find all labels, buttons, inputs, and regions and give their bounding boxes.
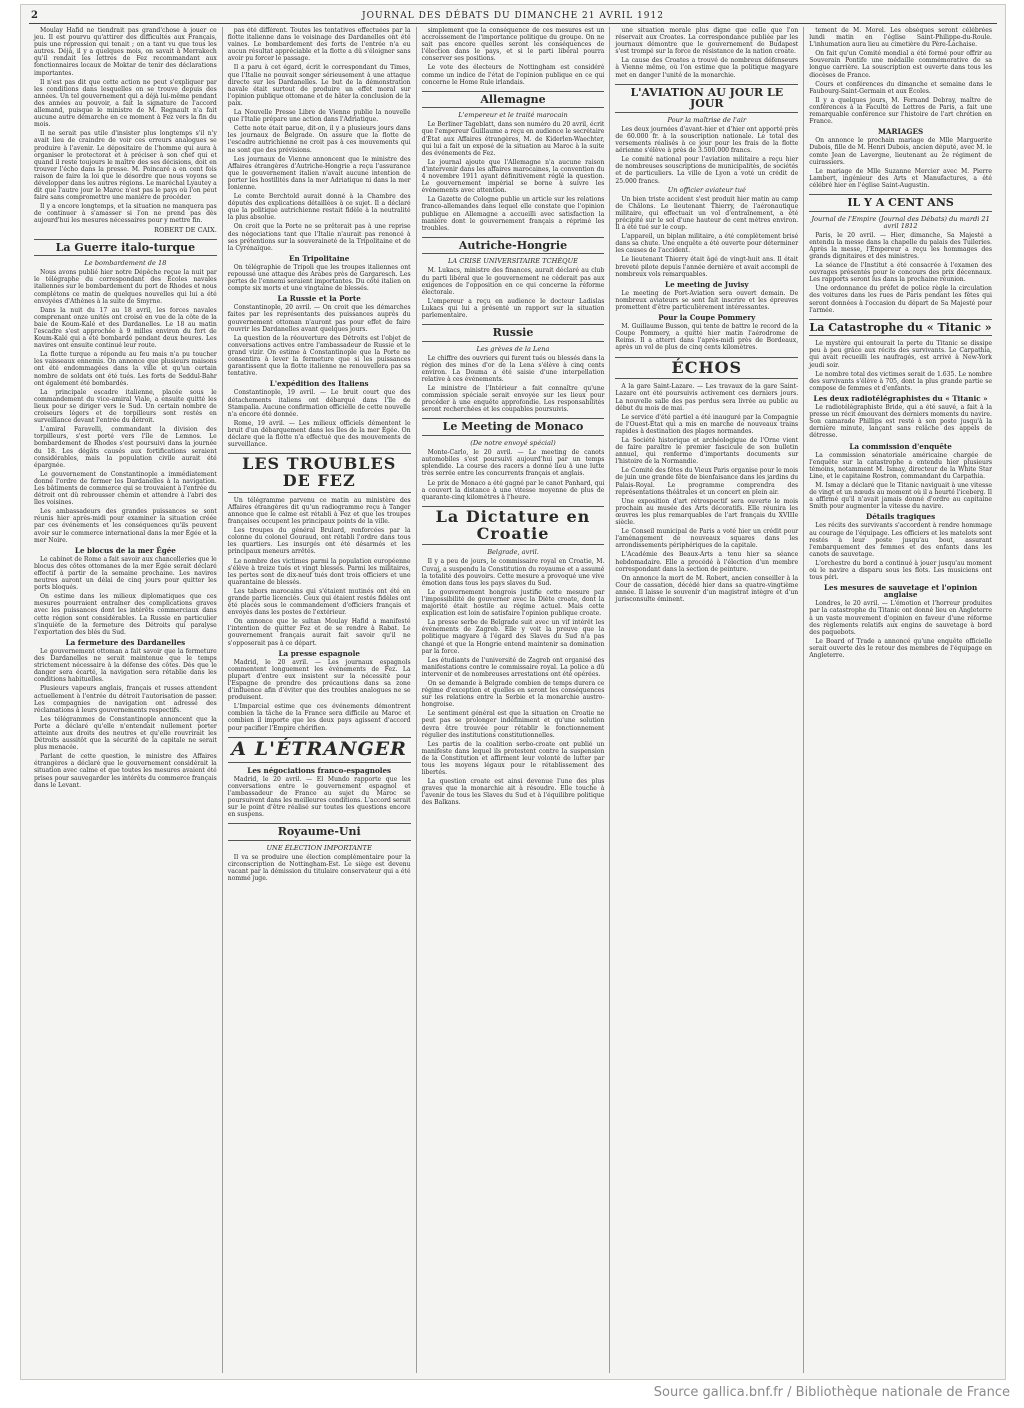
paragraph: La flotte turque a répondu au feu mais n'a pu toucher les vaisseaux ennemis. On annonce que plusieurs maisons ont été endommagées dans la ville et qu'un certain nombre de soldats ont été tués. Les forts de Seddul-Bahr ont également été bombardés. (34, 351, 217, 387)
section-heading: A L'ÉTRANGER (228, 737, 411, 763)
paragraph: Les troupes du général Brulard, renforcées par la colonne du colonel Gouraud, ont rétabli l'ordre dans tous les quartiers. Les insurgés ont été désarmés et les principaux meneurs arrêtés. (227, 527, 411, 556)
paragraph: L'orchestre du bord a continué à jouer jusqu'au moment où le navire a disparu sous les flots. Les musiciens ont tous péri. (809, 559, 992, 582)
paragraph: Parlant de cette question, le ministre des Affaires étrangères a déclaré que le gouvernement considérait la situation avec calme et que toutes les mesures avaient été prises pour sauvegarder les intérêts du commerce français dans le Levant. (34, 753, 217, 789)
section-heading: LES TROUBLES DE FEZ (228, 453, 411, 493)
paragraph: Le comte Berchtold aurait donné à la Chambre des députés des explications détaillées à ce sujet. Il a déclaré que la politique autrichienne restait fidèle à la neutralité la plus absolue. (227, 193, 411, 222)
section-heading: ÉCHOS (615, 357, 798, 380)
paragraph: L'empereur a reçu en audience le docteur Ladislas Lukacs qui lui a présenté un rapport sur la situation parlementaire. (421, 297, 605, 319)
subheading: En Tripolitaine (289, 253, 350, 263)
subtitle: L'empereur et le traité marocain (458, 111, 568, 120)
paragraph: Constantinople, 20 avril. — On croit que les démarches faites par les représentants des puissances auprès du gouvernement ottoman n'auront pas pour effet de faire rouvrir les Dardanelles avant quelques jours. (227, 304, 411, 333)
paragraph: La presse serbe de Belgrade suit avec un vif intérêt les événements de Zagreb. Elle y voit la preuve que la politique magyare à l'égard des Slaves du Sud n'a pas changé et que la Hongrie entend maintenir sa domination par la force. (421, 619, 605, 655)
paragraph: Le journal ajoute que l'Allemagne n'a aucune raison d'intervenir dans les affaires marocaines, la convention du 4 novembre 1911 ayant définitivement réglé la question. Le gouvernement impérial se borne à suivre les événements avec attention. (421, 158, 605, 195)
paragraph: Il y a peu de jours, le commissaire royal en Croatie, M. Cuvaj, a suspendu la Constitution du royaume et a assumé la totalité des pouvoirs. Cette mesure a provoqué une vive émotion dans tous les pays slaves du Sud. (421, 558, 605, 587)
paragraph: Le chiffre des ouvriers qui furent tués ou blessés dans la région des mines d'or de la Lena s'élève à cinq cents environ. La Douma a été saisie d'une interpellation relative à ces événements. (421, 354, 605, 384)
section-heading: Royaume-Uni (228, 823, 411, 841)
paragraph: Le vote des électeurs de Nottingham est considéré comme un indice de l'état de l'opinion publique en ce qui concerne le Home Rule irlandais. (421, 64, 605, 86)
paragraph: Le gouvernement ottoman a fait savoir que la fermeture des Dardanelles ne serait maintenue que le temps strictement nécessaire à la défense des côtes. Dès que le danger sera écarté, la navigation sera rétablie dans les conditions habituelles. (34, 647, 217, 684)
paragraph: La Gazette de Cologne publie un article sur les relations franco-allemandes dans lequel elle constate que l'opinion publique en Allemagne a accueilli avec satisfaction la manière dont le gouvernement français a réprimé les troubles. (421, 196, 605, 232)
paragraph: Il va se produire une élection complémentaire pour la circonscription de Nottingham-Est. Le siège est devenu vacant par la démission du titulaire conservateur qui a été nommé juge. (227, 853, 411, 883)
subheading: Pour la Coupe Pommery (658, 313, 756, 323)
masthead (29, 9, 997, 24)
section-heading: L'AVIATION AU JOUR LE JOUR (615, 84, 798, 113)
paragraph: La commission sénatoriale américaine chargée de l'enquête sur la catastrophe a entendu hier plusieurs témoins, notamment M. Ismay, directeur de la White Star Line, et le capitaine Rostron, commandant du Carpathia. (809, 451, 992, 480)
paragraph: tement de M. Morel. Les obsèques seront célébrées lundi matin en l'église Saint-Philippe-du-Roule. L'inhumation aura lieu au cimetière du Père-Lachaise. (809, 27, 992, 49)
paragraph: Le mariage de Mlle Suzanne Mercier avec M. Pierre Lambert, ingénieur des Arts et Manufactures, a été célébré hier en l'église Saint-Augustin. (809, 167, 992, 189)
subtitle: (De notre envoyé spécial) (470, 439, 556, 448)
subheading: L'expédition des Italiens (269, 379, 369, 389)
paragraph: La Société historique et archéologique de l'Orne vient de faire paraître le premier fascicule de son bulletin annuel, qui renferme d'importants documents sur l'histoire de la Normandie. (615, 437, 799, 466)
paragraph: La cause des Croates a trouvé de nombreux défenseurs à Vienne même, où l'on estime que la politique magyare met en danger l'unité de la monarchie. (615, 57, 799, 79)
subtitle: Un officier aviateur tué (667, 185, 746, 194)
subheading: Les deux radiotélégraphistes du « Titanic » (813, 393, 988, 403)
paragraph: On annonce le prochain mariage de Mlle Marguerite Dubois, fille de M. Henri Dubois, ancien député, avec M. le comte Jean de Lavergne, lieutenant au 2e régiment de cuirassiers. (809, 137, 992, 166)
subtitle: Les grèves de la Lena (476, 344, 550, 353)
paragraph: Londres, le 20 avril. — L'émotion et l'horreur produites par la catastrophe du Titanic ont donné lieu en Angleterre à un vaste mouvement d'opinion en faveur d'une réforme des règlements relatifs aux engins de sauvetage à bord des paquebots. (809, 600, 992, 636)
paragraph: Le service d'été partiel a été inauguré par la Compagnie de l'Ouest-État qui a mis en marche de nouveaux trains rapides à destination des plages normandes. (615, 413, 799, 435)
section-heading: Russie (422, 324, 605, 342)
paragraph: L'Imparcial estime que ces événements démontrent combien la tâche de la France sera difficile au Maroc et combien il importe que les deux pays agissent d'accord pour pacifier l'Empire chérifien. (227, 703, 411, 732)
paragraph: Les partis de la coalition serbo-croate ont publié un manifeste dans lequel ils protestent contre la suspension de la Constitution et affirment leur volonté de lutter par tous les moyens légaux pour le rétablissement des libertés. (421, 740, 605, 777)
paragraph: La principale escadre italienne, placée sous le commandement du vice-amiral Viale, a ensuite quitté les lieux pour se diriger vers le Sud. Un certain nombre de croiseurs légers et de torpilleurs sont restés en surveillance devant l'entrée du détroit. (34, 388, 217, 425)
paragraph: Le mystère qui entourait la perte du Titanic se dissipe peu à peu grâce aux récits des survivants. Le Carpathia, qui avait recueilli les naufragés, est arrivé à New-York jeudi soir. (809, 340, 992, 369)
subheading: Le meeting de Juvisy (665, 279, 749, 289)
paragraph: pas été différent. Toutes les tentatives effectuées par la flotte italienne dans le voisinage des Dardanelles ont été vaines. Le bombardement des forts de l'entrée n'a eu aucun résultat appréciable et la flotte a dû s'éloigner sans avoir pu forcer le passage. (227, 27, 411, 63)
signature: ROBERT DE CAIX. (154, 225, 217, 234)
paragraph: Le gouvernement hongrois justifie cette mesure par l'impossibilité de gouverner avec la Diète croate, dont la majorité était hostile au régime actuel. Mais cette explication est loin de satisfaire l'opinion publique croate. (421, 588, 605, 618)
paragraph: Le Conseil municipal de Paris a voté hier un crédit pour l'aménagement de nouveaux squares dans les arrondissements périphériques de la capitale. (615, 528, 799, 550)
newspaper-page (20, 4, 1006, 1380)
paragraph: Le nombre total des victimes serait de 1.635. Le nombre des survivants s'élève à 705, dont la plus grande partie se compose de femmes et d'enfants. (809, 370, 992, 392)
source-credit: Source gallica.bnf.fr / Bibliothèque nationale de France (653, 1385, 1010, 1400)
section-heading: Allemagne (422, 91, 605, 109)
paragraph: M. Lukacs, ministre des finances, aurait déclaré au club du parti libéral que le gouvernement ne céderait pas aux exigences de l'opposition en ce qui concerne la réforme électorale. (421, 267, 605, 296)
paragraph: A la gare Saint-Lazare. — Les travaux de la gare Saint-Lazare ont été poursuivis activement ces derniers jours. La nouvelle salle des pas perdus sera livrée au public au début du mois de mai. (615, 383, 799, 412)
paragraph: La Nouvelle Presse Libre de Vienne publie la nouvelle que l'Italie prépare une action dans l'Adriatique. (227, 109, 411, 124)
paragraph: L'appareil, un biplan militaire, a été complètement brisé dans sa chute. Une enquête a été ouverte pour déterminer les causes de l'accident. (615, 233, 799, 255)
section-heading: La Guerre italo-turque (34, 239, 217, 257)
paragraph: Le comité national pour l'aviation militaire a reçu hier de nombreuses souscriptions de municipalités, de sociétés et de particuliers. La ville de Lyon a voté un crédit de 25.000 francs. (615, 156, 799, 185)
paragraph: Il a paru à cet égard, écrit le correspondant du Times, que l'Italie ne pouvait songer sérieusement à une attaque directe sur les Dardanelles. Le but de la démonstration navale était surtout de produire un effet moral sur l'opinion publique ottomane et de hâter la conclusion de la paix. (227, 64, 411, 107)
paragraph: Un télégramme parvenu ce matin au ministère des Affaires étrangères dit qu'un radiogramme reçu à Tanger annonce que le calme est rétabli à Fez et que les troupes françaises occupent les principaux points de la ville. (227, 496, 411, 526)
paragraph: Le radiotélégraphiste Bride, qui a été sauvé, a fait à la presse un récit émouvant des derniers moments du navire. Son camarade Phillips est resté à son poste jusqu'à la dernière minute, lançant sans relâche des appels de détresse. (809, 404, 992, 440)
paragraph: L'amiral Faravelli, commandant la division des torpilleurs, s'est porté vers l'île de Lemnos. Le bombardement de Rhodes s'est poursuivi dans la journée du 18. Les dégâts causés aux fortifications seraient considérables, mais la population civile aurait été épargnée. (34, 426, 217, 469)
paragraph: Constantinople, 19 avril. — Le bruit court que des détachements italiens ont débarqué dans l'île de Stampalia. Aucune confirmation officielle de cette nouvelle n'a encore été donnée. (227, 389, 411, 418)
subtitle: Journal de l'Empire (Journal des Débats) du mardi 21 avril 1812 (811, 214, 990, 230)
paragraph: Les étudiants de l'université de Zagreb ont organisé des manifestations contre le commissaire royal. La police a dû intervenir et de nombreuses arrestations ont été opérées. (421, 656, 605, 678)
paragraph: On télégraphie de Tripoli que les troupes italiennes ont repoussé une attaque des Arabes près de Gargaresch. Les pertes de l'ennemi seraient importantes. Du côté italien on compte six morts et une vingtaine de blessés. (227, 263, 411, 293)
subtitle: Le bombardement de 18 (84, 259, 167, 268)
paragraph: Il y a encore longtemps, et la situation ne manquera pas de continuer à s'amasser si l'on ne prend pas dès aujourd'hui les mesures nécessaires pour y mettre fin. (34, 203, 217, 225)
paragraph: Une ordonnance du préfet de police règle la circulation des voitures dans les rues de Paris pendant les fêtes qui seront données à l'occasion du départ de Sa Majesté pour l'armée. (809, 285, 992, 314)
paragraph: simplement que la conséquence de ces mesures est un accroissement de l'importance politique du groupe. On ne sait pas encore quelles seront les conséquences de l'élection dans le pays, et si le parti libéral pourra conserver ses positions. (421, 27, 605, 63)
paragraph: une situation morale plus digne que celle que l'on réservait aux Croates. La correspondance publiée par les journaux démontre que le gouvernement de Budapest s'est trompé sur la force de résistance de la nation croate. (615, 27, 799, 56)
paragraph: Le Board of Trade a annoncé qu'une enquête officielle serait ouverte dès le retour des membres de l'équipage en Angleterre. (809, 637, 992, 660)
paragraph: M. Guillaume Busson, qui tente de battre le record de la Coupe Pommery, a quitté hier matin l'aérodrome de Reims. Il a atterri dans l'après-midi près de Bordeaux, après un vol de plus de cinq cents kilomètres. (615, 323, 799, 352)
paragraph: Les récits des survivants s'accordent à rendre hommage au courage de l'équipage. Les officiers et les matelots sont restés à leur poste jusqu'au bout, assurant l'embarquement des femmes et des enfants dans les canots de sauvetage. (809, 522, 992, 558)
paragraph: Nous avons publié hier notre Dépêche reçue la nuit par le télégraphe du correspondant des Écoles navales italiennes sur le bombardement du port de Rhodes et nous complétons ce matin de quelques nouvelles qui lui a été envoyées d'Athènes à la suite de Smyrne. (34, 269, 217, 305)
paragraph: Le sentiment général est que la situation en Croatie ne peut pas se prolonger indéfiniment et qu'une solution devra être trouvée pour rétablir le fonctionnement régulier des institutions constitutionnelles. (421, 710, 605, 739)
subheading: Le blocus de la mer Égée (74, 545, 176, 555)
paragraph: Le ministre de l'Intérieur a fait connaître qu'une commission spéciale serait envoyée sur les lieux pour procéder à une enquête approfondie. Les responsabilités seront recherchées et les coupables poursuivis. (421, 385, 605, 414)
paragraph: Le prix de Monaco a été gagné par le canot Panhard, qui a couvert la distance à une vitesse moyenne de plus de quarante-cinq kilomètres à l'heure. (421, 479, 605, 501)
paragraph: Le cabinet de Rome a fait savoir aux chancelleries que le blocus des côtes ottomanes de la mer Égée serait déclaré effectif à partir de la semaine prochaine. Les navires neutres auront un délai de cinq jours pour quitter les ports bloqués. (34, 555, 217, 592)
paragraph: Le Comité des fêtes du Vieux Paris organise pour le mois de juin une grande fête de bienfaisance dans les jardins du Palais-Royal. Le programme comprendra des représentations théâtrales et un concert en plein air. (615, 467, 799, 496)
paragraph: On annonce la mort de M. Robert, ancien conseiller à la Cour de cassation, décédé hier dans sa quatre-vingtième année. Il laisse le souvenir d'un magistrat intègre et d'un jurisconsulte éminent. (615, 574, 799, 603)
subheading: La presse espagnole (278, 648, 360, 658)
paragraph: Monte-Carlo, le 20 avril. — Le meeting de canots automobiles s'est poursuivi aujourd'hui par un temps splendide. La course des racers a donné lieu à une lutte très serrée entre les concurrents français et anglais. (421, 449, 605, 478)
section-heading: Autriche-Hongrie (422, 237, 605, 255)
paragraph: La séance de l'Institut a été consacrée à l'examen des ouvrages présentés pour le concours des prix décennaux. Les rapports seront lus dans la prochaine réunion. (809, 262, 992, 284)
section-heading: La Catastrophe du « Titanic » (809, 319, 992, 337)
paragraph: Un bien triste accident s'est produit hier matin au camp de Châlons. Le lieutenant Thierry, de l'aéronautique militaire, qui effectuait un vol d'entraînement, a été précipité sur le sol d'une hauteur de cent mètres environ. Il a été tué sur le coup. (615, 195, 799, 232)
paragraph: Il y a quelques jours, M. Fernand Debray, maître de conférences à la Faculté de Lettres de Paris, a fait une remarquable conférence sur l'histoire de l'art chrétien en France. (809, 96, 992, 126)
paragraph: Moulay Hafid ne tiendrait pas grand'chose à jouer ce jeu. Il est pourvu qu'attirer des difficultés aux Français, puis une répression qui tenait ; on a tant vu que tous les autres. Déjà, il y a quelques mois, on savait à Merrakech qu'il rendait les lettres de Fez recommandant aux fonctionnaires locaux de Moktar de tenir des déclarations importantes. (34, 27, 217, 77)
paragraph: Il ne serait pas utile d'insister plus longtemps s'il n'y avait lieu de craindre de voir ces erreurs analogues se produire à l'avenir. Le dépositaire de l'homme qui aura à organiser le protectorat et à préciser à son chef qui et quand il reste toujours le maître des ses décisions, doit en trouver l'écho dans la presse. M. Poincaré a en cent fois raison de faire la loi que le désordre que nous voyons se développer dans les autres régions. Le maréchal Lyautey a dit que l'autre jour le Maroc n'est pas le pays où l'on peut faire sans compromettre une manière de procéder. (34, 130, 217, 202)
subheading: La fermeture des Dardanelles (65, 637, 186, 647)
subtitle: Pour la maîtrise de l'air (667, 115, 747, 124)
column-2 (223, 27, 417, 1373)
subheading: La Russie et la Porte (277, 294, 361, 304)
paragraph: Madrid, le 20 avril. — Les journaux espagnols commentent longuement les événements de Fez. La plupart d'entre eux insistent sur la nécessité pour l'Espagne de prendre des précautions dans sa zone d'influence afin d'éviter que des troubles analogues ne se produisent. (227, 658, 411, 702)
paragraph: Rome, 19 avril. — Les milieux officiels démentent le bruit d'un débarquement dans les îles de la mer Égée. On déclare que la flotte n'a effectué que des mouvements de surveillance. (227, 419, 411, 449)
paragraph: On se demande à Belgrade combien de temps durera ce régime d'exception et quelles en seront les conséquences sur les relations entre la Serbie et la monarchie austro-hongroise. (421, 679, 605, 709)
paragraph: Le Berliner Tageblatt, dans son numéro du 20 avril, écrit que l'empereur Guillaume a reçu en audience le secrétaire d'État aux Affaires étrangères, M. de Kiderlen-Waechter, qui lui a fait un exposé de la situation au Maroc à la suite des événements de Fez. (421, 121, 605, 157)
subheading: Les mesures de sauvetage et l'opinion anglaise (823, 583, 978, 600)
paragraph: Plusieurs vapeurs anglais, français et russes attendent actuellement à l'entrée du détroit l'autorisation de passer. Les compagnies de navigation ont adressé des réclamations à leurs gouvernements respectifs. (34, 685, 217, 714)
article-columns (29, 27, 997, 1373)
subheading: Les négociations franco-espagnoles (247, 765, 392, 775)
paragraph: L'Académie des Beaux-Arts a tenu hier sa séance hebdomadaire. Elle a procédé à l'élection d'un membre correspondant dans la section de peinture. (615, 551, 799, 573)
paragraph: Les tabors marocains qui s'étaient mutinés ont été en grande partie licenciés. Ceux qui étaient restés fidèles ont été placés sous le commandement d'officiers français et envoyés dans les postes de l'extérieur. (227, 587, 411, 617)
section-heading: IL Y A CENT ANS (809, 194, 992, 212)
paragraph: Les deux journées d'avant-hier et d'hier ont apporté près de 60.000 fr. à la souscription nationale. Le total des versements réalisés à ce jour pour les frais de la flotte aérienne s'élève à près de 3.500.000 francs. (615, 125, 799, 155)
paragraph: M. Ismay a déclaré que le Titanic naviguait à une vitesse de vingt et un nœuds au moment où il a heurté l'iceberg. Il a affirmé qu'il n'avait jamais donné d'ordre au capitaine Smith pour augmenter la vitesse du navire. (809, 481, 992, 511)
subtitle: UNE ÉLECTION IMPORTANTE (266, 843, 372, 852)
subheading: MARIAGES (877, 127, 924, 137)
paragraph: La question croate est ainsi devenue l'une des plus graves que la monarchie ait à résoudre. Elle touche à l'avenir de tous les Slaves du Sud et à l'équilibre politique des Balkans. (421, 778, 605, 807)
subtitle: LA CRISE UNIVERSITAIRE TCHÈQUE (448, 257, 578, 266)
subtitle: Belgrade, avril. (487, 548, 539, 557)
paragraph: On annonce que le sultan Moulay Hafid a manifesté l'intention de quitter Fez et de se rendre à Rabat. Le gouvernement français aurait fait savoir qu'il ne s'opposerait pas à ce départ. (227, 618, 411, 647)
column-3 (417, 27, 611, 1373)
paragraph: Il n'est pas dit que cette action ne peut s'expliquer par les conditions dans lesquelles on se trouve depuis des années. Un tel gouvernement qui a déjà lui-même pendant des années au pouvoir, a fait la signature de l'accord allemand, puisque le ministre de M. Regnault n'a fait aucune autre démarche en ce moment à Fez vers la fin du mois. (34, 78, 217, 129)
paragraph: Les télégrammes de Constantinople annoncent que la Porte a déclaré qu'elle n'entendait nullement porter atteinte aux droits des neutres et qu'elle rouvrirait les Détroits aussitôt que la sécurité de la capitale ne serait plus menacée. (34, 715, 217, 752)
subheading: La commission d'enquête (849, 441, 952, 451)
paragraph: Paris, le 20 avril. — Hier, dimanche, Sa Majesté a entendu la messe dans la chapelle du palais des Tuileries. Après la messe, l'Empereur a reçu les hommages des grands dignitaires et des ministres. (809, 231, 992, 260)
paragraph: Le nombre des victimes parmi la population européenne s'élève à treize tués et vingt blessés. Parmi les militaires, les pertes sont de dix-neuf tués dont trois officiers et une quarantaine de blessés. (227, 557, 411, 586)
section-heading: La Dictature en Croatie (422, 506, 605, 546)
paragraph: Cette note était parue, dit-on, il y a plusieurs jours dans les journaux de Belgrade. On assure que la flotte de l'escadre autrichienne ne croit pas à ces mouvements qui ne sont que des prévisions. (227, 125, 411, 154)
page-number: 2 (31, 10, 39, 21)
paragraph: On fait qu'un Comité mondial a été formé pour offrir au Souverain Pontife une médaille commémorative de sa longue carrière. La souscription est ouverte dans tous les diocèses de France. (809, 50, 992, 79)
column-5 (804, 27, 997, 1373)
paragraph: Madrid, le 20 avril. — El Mundo rapporte que les conversations entre le gouvernement espagnol et l'ambassadeur de France au sujet du Maroc se poursuivent dans les meilleures conditions. L'accord serait sur le point d'être réalisé sur toutes les questions encore en suspens. (227, 775, 411, 819)
column-4 (610, 27, 804, 1373)
paragraph: Les ambassadeurs des grandes puissances se sont réunis hier après-midi pour examiner la situation créée par ces événements et les conséquences qu'ils peuvent avoir sur le commerce international dans la mer Égée et la mer Noire. (34, 508, 217, 544)
paragraph: Cours et conférences du dimanche et semaine dans le Faubourg-Saint-Germain et aux Écoles. (809, 80, 992, 95)
paragraph: La question de la réouverture des Détroits est l'objet de conversations actives entre l'ambassadeur de Russie et le grand vizir. On estime à Constantinople que la Porte ne consentira à lever la fermeture que si les puissances garantissent que la flotte italienne ne renouvellera pas sa tentative. (227, 334, 411, 378)
paragraph: Le gouvernement de Constantinople a immédiatement donné l'ordre de fermer les Dardanelles à la navigation. Les bâtiments de commerce qui se trouvaient à l'entrée du détroit ont dû rebrousser chemin et attendre à l'abri des îles voisines. (34, 470, 217, 507)
subheading: Détails tragiques (865, 512, 936, 522)
paragraph: Une exposition d'art rétrospectif sera ouverte le mois prochain au musée des Arts décoratifs. Elle réunira les œuvres les plus remarquables de l'art français du XVIIIe siècle. (615, 497, 799, 527)
paragraph: Les journaux de Vienne annoncent que le ministre des Affaires étrangères d'Autriche-Hongrie a reçu l'assurance que le gouvernement italien n'avait aucune intention de porter les hostilités dans la mer Adriatique ni dans la mer Ionienne. (227, 155, 411, 191)
paragraph: Dans la nuit du 17 au 18 avril, les forces navales comprenant onze unités ont croisé en vue de la côte de la baie de Koum-Kalé et des Dardanelles. Le 18 au matin l'escadre s'est approchée à 9 milles environ du fort de Koum-Kalé qui a été bombardé pendant deux heures. Les navires ont ensuite continué leur route. (34, 306, 217, 350)
paragraph: On croit que la Porte ne se prêterait pas à une reprise des négociations tant que l'Italie n'aurait pas renoncé à ses prétentions sur la souveraineté de la Tripolitaine et de la Cyrénaïque. (227, 223, 411, 252)
paragraph: Le lieutenant Thierry était âgé de vingt-huit ans. Il était breveté pilote depuis l'année dernière et avait accompli de nombreux vols remarquables. (615, 256, 799, 278)
section-heading: Le Meeting de Monaco (422, 418, 605, 436)
column-1 (29, 27, 223, 1373)
masthead-title: JOURNAL DES DÉBATS DU DIMANCHE 21 AVRIL 1912 (362, 11, 664, 21)
paragraph: Le meeting de Port-Aviation sera ouvert demain. De nombreux aviateurs se sont fait inscrire et les épreuves promettent d'être particulièrement intéressantes. (615, 289, 799, 311)
paragraph: On estime dans les milieux diplomatiques que ces mesures pourraient entraîner des complications graves avec les puissances dont les intérêts commerciaux dans cette région sont considérables. La Russie en particulier s'inquiète de la fermeture des Détroits qui paralyse l'exportation des blés du Sud. (34, 593, 217, 636)
